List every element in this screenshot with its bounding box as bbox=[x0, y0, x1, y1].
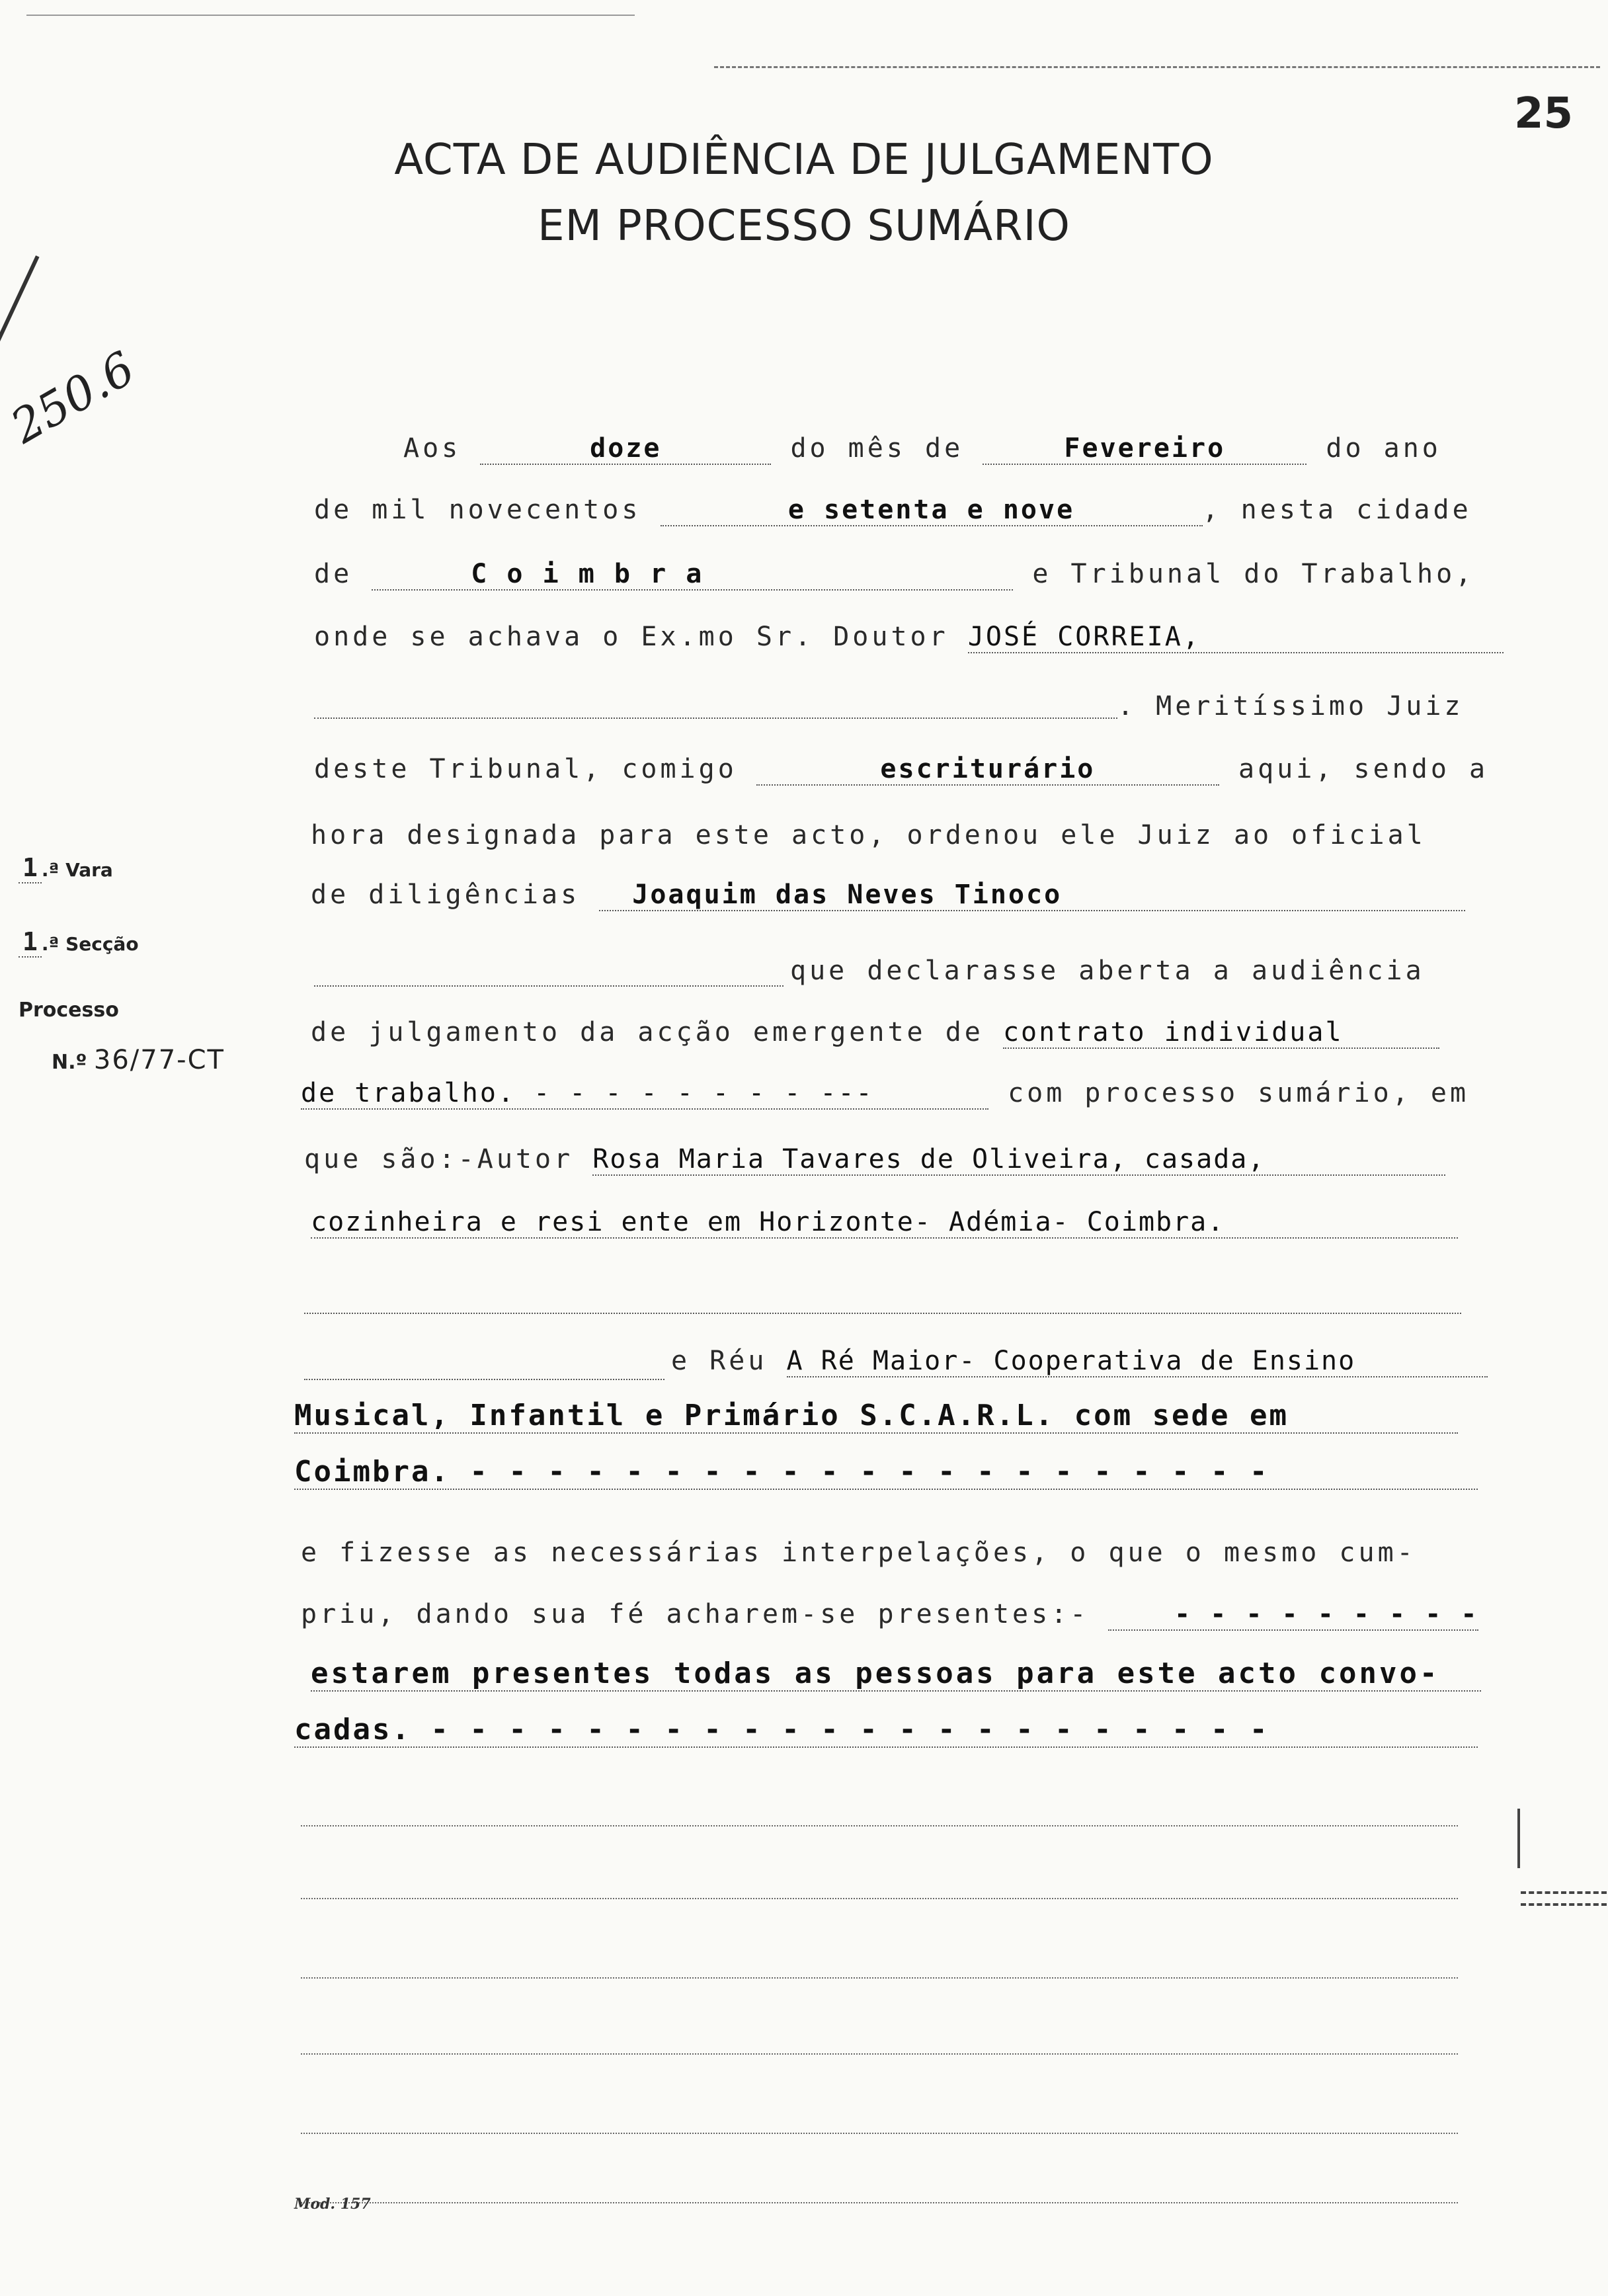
field-reu-prefix bbox=[304, 1379, 664, 1380]
line-cargo bbox=[314, 754, 1488, 786]
field-ano: e setenta e nove bbox=[661, 495, 1203, 526]
numero-label: N.º bbox=[52, 1051, 87, 1074]
line-oficial bbox=[311, 880, 1465, 911]
label-aqui-sendo: aqui, sendo a bbox=[1238, 754, 1489, 784]
label-aos: Aos bbox=[403, 433, 462, 464]
field-reu-1: A Ré Maior- Cooperativa de Ensino bbox=[787, 1346, 1488, 1377]
top-rule bbox=[26, 15, 635, 16]
field-presentes-1: estarem presentes todas as pessoas para este acto convo- bbox=[311, 1657, 1481, 1692]
label-de: de bbox=[314, 559, 353, 589]
margin-mark bbox=[1517, 1809, 1520, 1868]
margin-mark bbox=[1521, 1903, 1607, 1906]
document-title-line2: EM PROCESSO SUMÁRIO bbox=[538, 202, 1070, 251]
empty-ruled-line bbox=[301, 1825, 1458, 1826]
field-dia: doze bbox=[480, 433, 771, 465]
line-ano bbox=[314, 495, 1472, 526]
field-accao-tipo-1: contrato individual bbox=[1003, 1017, 1439, 1049]
line-interpelacoes-2 bbox=[301, 1599, 1478, 1631]
top-rule-right bbox=[714, 66, 1600, 68]
field-mes: Fevereiro bbox=[983, 433, 1306, 465]
form-model-label: Mod. 157 bbox=[294, 2195, 371, 2213]
label-interpelacoes-2: priu, dando sua fé acharem-se presentes:- bbox=[301, 1599, 1090, 1629]
document-title-line1: ACTA DE AUDIÊNCIA DE JULGAMENTO bbox=[394, 136, 1214, 184]
processo-numero-value: 36/77-CT bbox=[93, 1045, 225, 1075]
line-cidade bbox=[314, 559, 1474, 591]
empty-ruled-line bbox=[301, 2202, 1458, 2203]
line-autor bbox=[304, 1144, 1445, 1176]
label-de-diligencias: de diligências bbox=[311, 880, 581, 910]
line-accao bbox=[311, 1017, 1439, 1049]
label-e-reu: e Réu bbox=[671, 1346, 768, 1376]
field-presentes-dashes: - - - - - - - - - bbox=[1108, 1599, 1478, 1631]
line-interpelacoes-1: e fizesse as necessárias interpelações, o que o mesmo cum- bbox=[301, 1538, 1416, 1568]
line-reu bbox=[671, 1346, 1488, 1377]
label-declarasse: que declarasse aberta a audiência bbox=[790, 956, 1425, 986]
label-tribunal: e Tribunal do Trabalho, bbox=[1032, 559, 1475, 589]
field-autor-1: Rosa Maria Tavares de Oliveira, casada, bbox=[592, 1144, 1445, 1176]
processo-numero-field bbox=[52, 1045, 225, 1075]
field-juiz-nome: JOSÉ CORREIA, bbox=[968, 622, 1504, 653]
field-accao-tipo-2: de trabalho. - - - - - - - - --- bbox=[301, 1078, 988, 1110]
label-de-mil-novecentos: de mil novecentos bbox=[314, 495, 641, 525]
empty-ruled-line bbox=[301, 2133, 1458, 2134]
processo-label: Processo bbox=[19, 999, 119, 1022]
seccao-field bbox=[19, 927, 139, 958]
empty-ruled-line bbox=[301, 1977, 1458, 1979]
label-do-ano: do ano bbox=[1326, 433, 1441, 464]
label-nesta-cidade: , nesta cidade bbox=[1202, 495, 1472, 525]
field-oficial-nome: Joaquim das Neves Tinoco bbox=[599, 880, 1465, 911]
label-julgamento-accao: de julgamento da acção emergente de bbox=[311, 1017, 984, 1047]
empty-ruled-line bbox=[301, 1898, 1458, 1899]
vara-label: .ª Vara bbox=[41, 859, 113, 881]
label-deste-tribunal: deste Tribunal, comigo bbox=[314, 754, 737, 784]
seccao-label: .ª Secção bbox=[41, 933, 139, 955]
field-cidade: C o i m b r a bbox=[372, 559, 1013, 591]
label-que-sao-autor: que são:-Autor bbox=[304, 1144, 574, 1174]
margin-mark bbox=[1521, 1891, 1607, 1894]
label-com-processo: com processo sumário, em bbox=[1008, 1078, 1470, 1108]
field-reu-3: Coimbra. - - - - - - - - - - - - - - - - - - - - - bbox=[294, 1455, 1478, 1490]
field-oficial-continuation bbox=[314, 985, 784, 987]
field-juiz-nome-continuation bbox=[314, 718, 1117, 719]
label-do-mes-de: do mês de bbox=[790, 433, 964, 464]
label-onde-se-achava: onde se achava o Ex.mo Sr. Doutor bbox=[314, 622, 949, 652]
field-autor-continuation bbox=[304, 1313, 1461, 1314]
field-autor-2: cozinheira e resi ente em Horizonte- Adémia- Coimbra. bbox=[311, 1207, 1458, 1239]
line-aos bbox=[403, 433, 1441, 465]
seccao-value: 1 bbox=[19, 927, 42, 958]
handwritten-margin-note: 250.6 bbox=[1, 341, 144, 454]
field-reu-2: Musical, Infantil e Primário S.C.A.R.L. com sede em bbox=[294, 1399, 1458, 1434]
empty-ruled-line bbox=[301, 2053, 1458, 2055]
page-number: 25 bbox=[1514, 89, 1574, 138]
vara-value: 1 bbox=[19, 853, 42, 883]
vara-field bbox=[19, 853, 113, 883]
handwritten-stroke bbox=[0, 255, 40, 353]
line-autor-2 bbox=[311, 1207, 1458, 1239]
line-processo bbox=[301, 1078, 1469, 1110]
line-juiz bbox=[314, 622, 1504, 653]
line-hora-designada: hora designada para este acto, ordenou ele Juiz ao oficial bbox=[311, 820, 1426, 850]
label-meritissimo: . Meritíssimo Juiz bbox=[1117, 691, 1464, 721]
field-cargo: escriturário bbox=[756, 754, 1219, 786]
field-presentes-2: cadas. - - - - - - - - - - - - - - - - - - - - - - bbox=[294, 1713, 1478, 1748]
